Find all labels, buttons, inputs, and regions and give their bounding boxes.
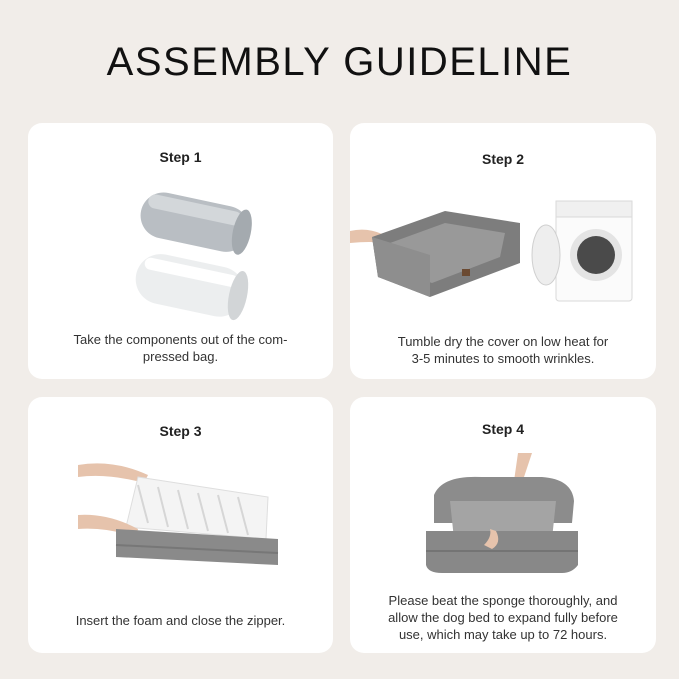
step-4-card <box>350 397 656 653</box>
step-3-label: Step 3 <box>159 423 202 439</box>
cover-and-dryer-illustration <box>350 193 656 313</box>
step-3-description: Insert the foam and close the zipper. <box>75 613 286 628</box>
step-1-label: Step 1 <box>159 149 202 165</box>
insert-foam-illustration <box>78 457 288 577</box>
compressed-rolls-illustration <box>123 191 263 331</box>
step-3-card <box>28 397 333 653</box>
page-title: ASSEMBLY GUIDELINE <box>106 40 573 84</box>
step-2-card <box>350 123 656 379</box>
step-2-label: Step 2 <box>481 151 524 167</box>
assembled-bed-illustration <box>422 453 582 583</box>
step-1-description: Take the components out of the com- pressed bag. <box>73 332 288 364</box>
step-2-description: Tumble dry the cover on low heat for 3-5 minutes to smooth wrinkles. <box>397 334 609 366</box>
step-4-label: Step 4 <box>481 421 524 437</box>
step-1-card <box>28 123 333 379</box>
step-4-description: Please beat the sponge thoroughly, and allow the dog bed to expand fully before use, which may take up to 72 hours. <box>388 593 618 642</box>
